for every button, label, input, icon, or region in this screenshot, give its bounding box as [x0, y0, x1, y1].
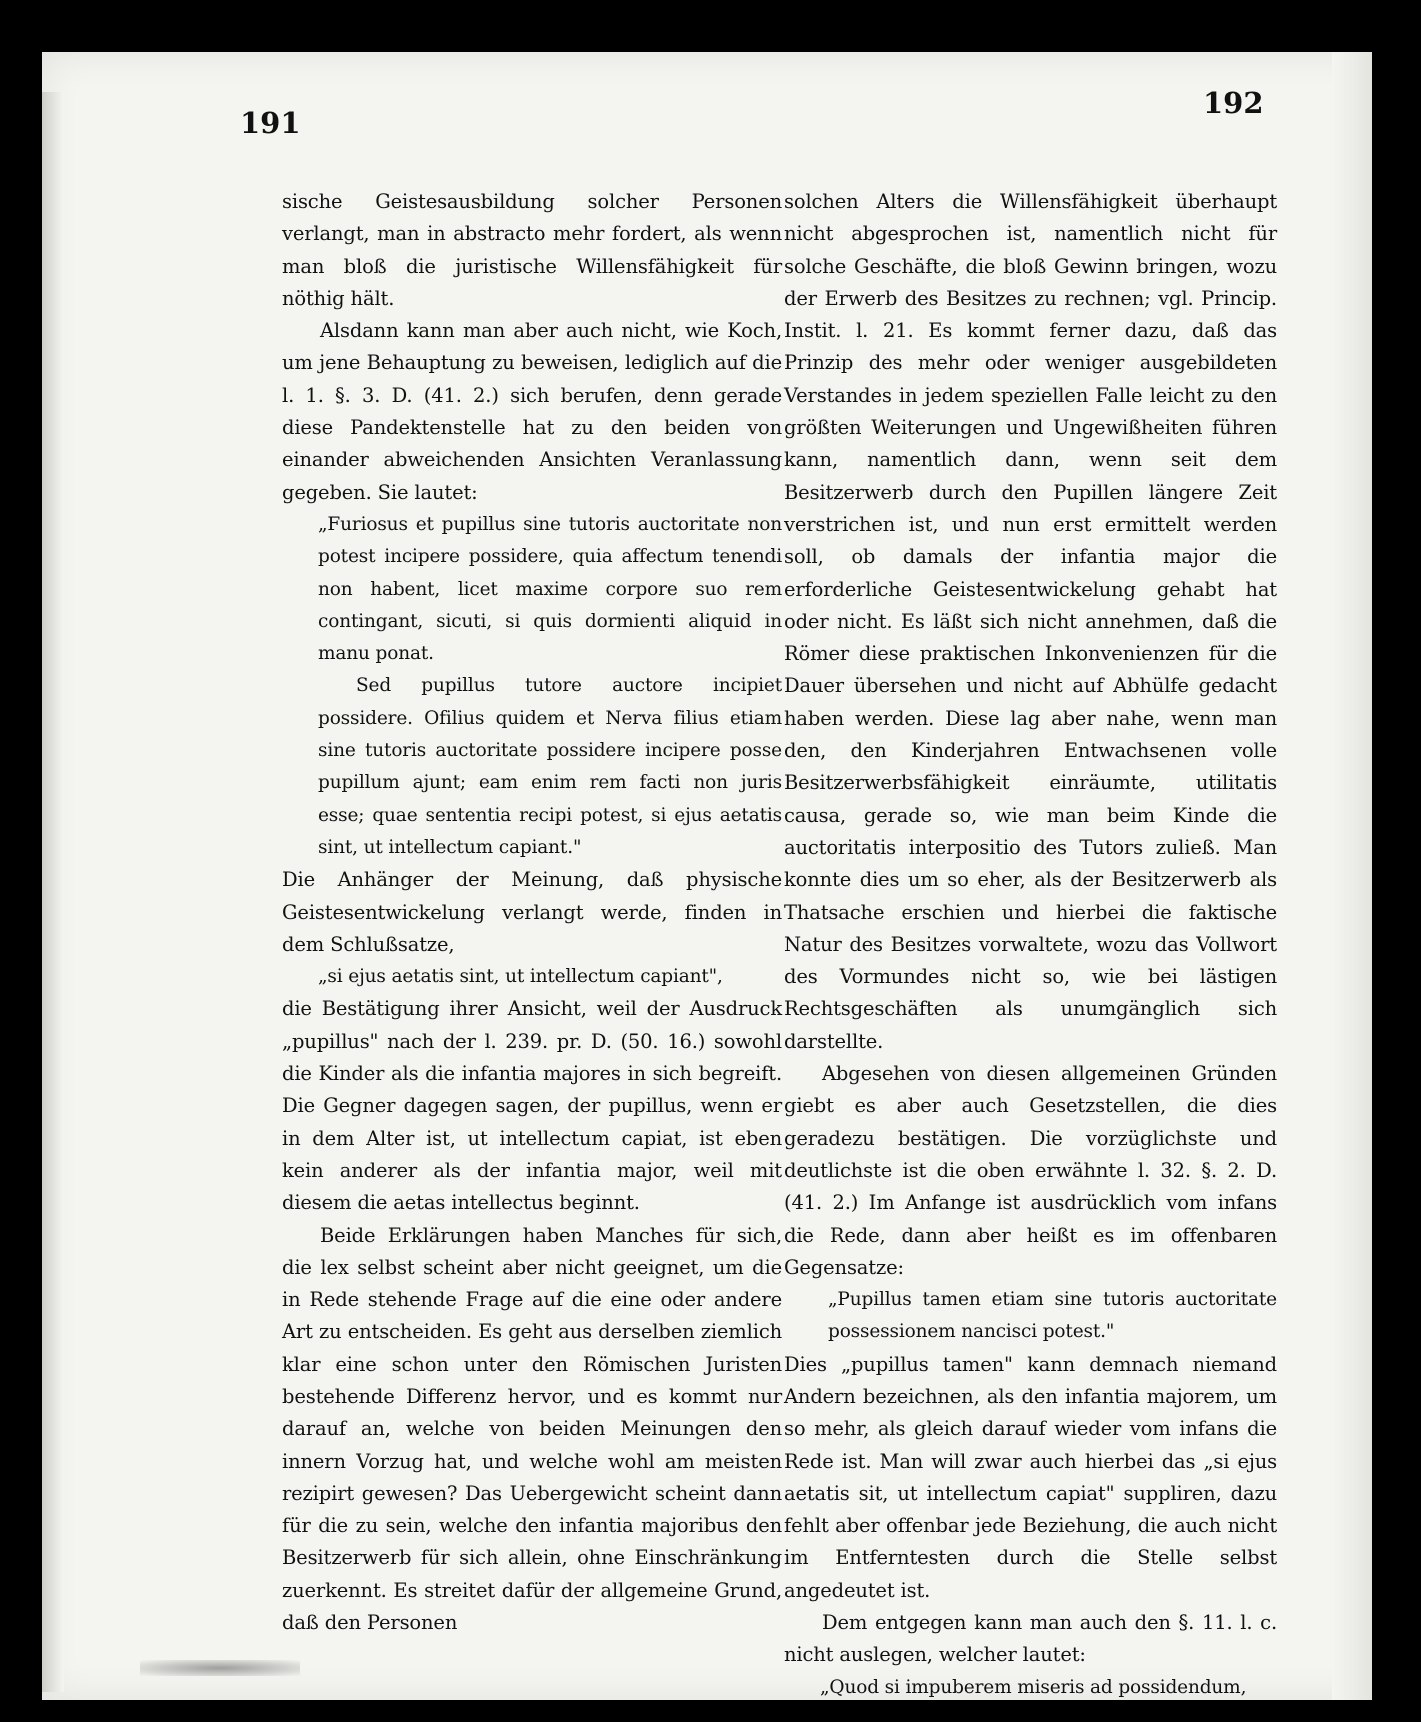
- paragraph: Die Anhänger der Meinung, daß physische Geistesentwickelung verlangt werde, finden in dem Schlußsatze,: [282, 868, 782, 956]
- left-text-column: [282, 186, 782, 1639]
- paragraph: Dem entgegen kann man auch den §. 11. l. c. nicht auslegen, welcher lautet:: [784, 1611, 1277, 1667]
- latin-quote: „Furiosus et pupillus sine tutoris auctoritate non potest incipere possidere, quia affectum tenendi non habent, licet maxime corpore suo rem contingant, sicuti, si quis dormienti aliquid in manu ponat.: [318, 513, 782, 665]
- scan-smudge: [140, 1660, 300, 1676]
- paragraph: Abgesehen von diesen allgemeinen Gründen giebt es aber auch Gesetzstellen, die dies geradezu bestätigen. Die vorzüglichste und deutlichste ist die oben erwähnte l. 32. §. 2. D. (41. 2.) Im Anfange ist ausdrücklich vom infans die Rede, dann aber heißt es im offenbaren Gegensatze:: [784, 1062, 1277, 1279]
- paragraph: sische Geistesausbildung solcher Personen verlangt, man in abstracto mehr fordert, als wenn man bloß die juristische Willensfähigkeit für nöthig hält.: [282, 190, 782, 310]
- paragraph: solchen Alters die Willensfähigkeit überhaupt nicht abgesprochen ist, namentlich nicht für solche Geschäfte, die bloß Gewinn bringen, wozu der Erwerb des Besitzes zu rechnen; vgl. Princip. Instit. l. 21. Es kommt ferner dazu, daß das Prinzip des mehr oder weniger ausgebildeten Verstandes in jedem speziellen Falle leicht zu den größten Weiterungen und Ungewißheiten führen kann, namentlich dann, wenn seit dem Besitzerwerb durch den Pupillen längere Zeit verstrichen ist, und nun erst ermittelt werden soll, ob damals der infantia major die erforderliche Geistesentwickelung gehabt hat oder nicht. Es läßt sich nicht annehmen, daß die Römer diese praktischen Inkonvenienzen für die Dauer übersehen und nicht auf Abhülfe gedacht haben werden. Diese lag aber nahe, wenn man den, den Kinderjahren Entwachsenen volle Besitzerwerbsfähigkeit einräumte, utilitatis causa, gerade so, wie man beim Kinde die auctoritatis interpositio des Tutors zuließ. Man konnte dies um so eher, als der Besitzerwerb als Thatsache erschien und hierbei die faktische Natur des Besitzes vorwaltete, wozu das Vollwort des Vormundes nicht so, wie bei lästigen Rechtsgeschäften als unumgänglich sich darstellte.: [784, 190, 1277, 1053]
- paragraph: Beide Erklärungen haben Manches für sich, die lex selbst scheint aber nicht geeignet, um die in Rede stehende Frage auf die eine oder andere Art zu entscheiden. Es geht aus derselben ziemlich klar eine schon unter den Römischen Juristen bestehende Differenz hervor, und es kommt nur darauf an, welche von beiden Meinungen den innern Vorzug hat, und welche wohl am meisten rezipirt gewesen? Das Uebergewicht scheint dann für die zu sein, welche den infantia majoribus den Besitzerwerb für sich allein, ohne Einschränkung zuerkennt. Es streitet dafür der allgemeine Grund, daß den Personen: [282, 1223, 782, 1635]
- latin-quote: „si ejus aetatis sint, ut intellectum capiant",: [318, 966, 723, 988]
- latin-quote: „Quod si impuberem miseris ad possidendum,: [820, 1676, 1247, 1698]
- page-edge-left: [42, 92, 64, 1692]
- right-text-column: [784, 186, 1277, 1704]
- paragraph: die Bestätigung ihrer Ansicht, weil der Ausdruck „pupillus" nach der l. 239. pr. D. (50. 16.) sowohl die Kinder als die infantia majores in sich begreift. Die Gegner dagegen sagen, der pupillus, wenn er in dem Alter ist, ut intellectum capiat, ist eben kein anderer als der infantia major, weil mit diesem die aetas intellectus beginnt.: [282, 997, 782, 1215]
- page-number-left: 191: [240, 106, 301, 140]
- paragraph: Dies „pupillus tamen" kann demnach niemand Andern bezeichnen, als den infantia majorem, um so mehr, als gleich darauf wieder vom infans die Rede ist. Man will zwar auch hierbei das „si ejus aetatis sit, ut intellectum capiat" suppliren, dazu fehlt aber offenbar jede Beziehung, die auch nicht im Entferntesten durch die Stelle selbst angedeutet ist.: [784, 1352, 1277, 1602]
- latin-quote: „Pupillus tamen etiam sine tutoris auctoritate possessionem nancisci potest.": [828, 1289, 1277, 1343]
- page-edge-right: [1332, 52, 1372, 1700]
- latin-quote: Sed pupillus tutore auctore incipiet possidere. Ofilius quidem et Nerva filius etiam sine tutoris auctoritate possidere incipere posse pupillum ajunt; eam enim rem facti non juris esse; quae sententia recipi potest, si ejus aetatis sint, ut intellectum capiant.": [318, 675, 782, 858]
- paragraph: Alsdann kann man aber auch nicht, wie Koch, um jene Behauptung zu beweisen, lediglich auf die l. 1. §. 3. D. (41. 2.) sich berufen, denn gerade diese Pandektenstelle hat zu den beiden von einander abweichenden Ansichten Veranlassung gegeben. Sie lautet:: [282, 319, 782, 504]
- page-number-right: 192: [1203, 86, 1264, 120]
